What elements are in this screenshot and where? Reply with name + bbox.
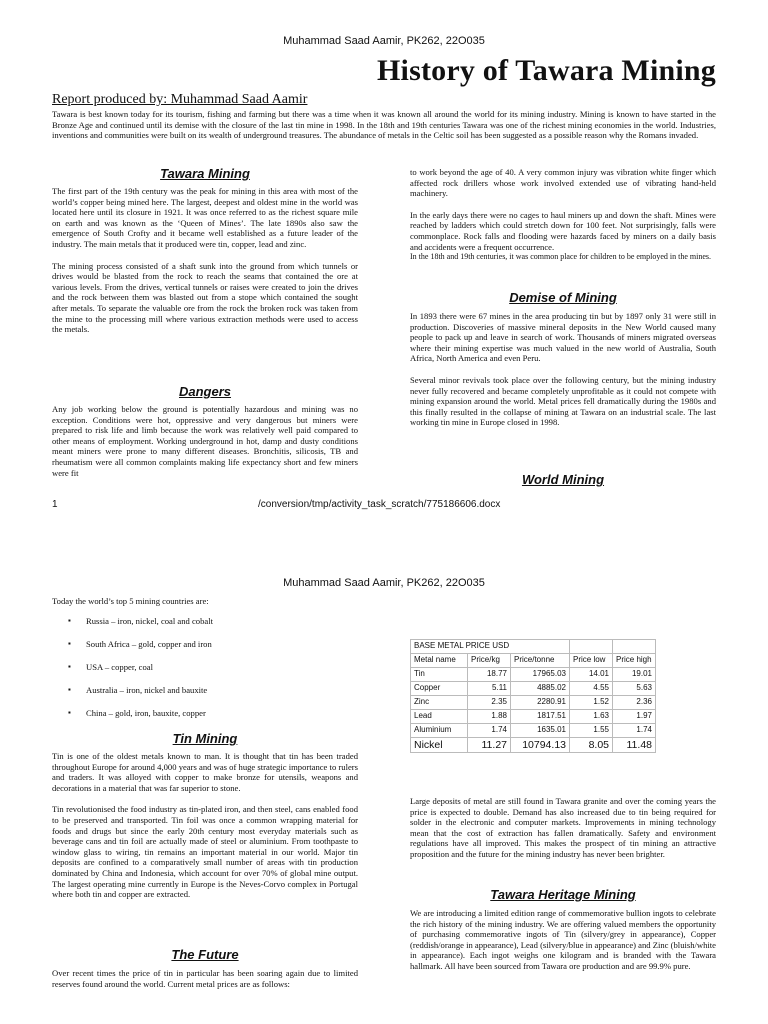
table-cell: 1.74 bbox=[613, 724, 656, 738]
page-number: 1 bbox=[52, 499, 58, 510]
future-continued bbox=[410, 796, 716, 860]
table-cell: 11.27 bbox=[468, 738, 511, 753]
list-item: ▪ Australia – iron, nickel and bauxite bbox=[68, 684, 208, 695]
table-cell: 18.77 bbox=[468, 668, 511, 682]
paragraph: Tin is one of the oldest metals known to man. It is thought that tin has been traded throughout Europe for around 4,000 years and was of huge strategic importance to rulers and traders. It was alloyed with copper to make bronze for utensils, weapons and decorations in a material that was far superior to stone. bbox=[52, 751, 358, 793]
dangers-continued bbox=[410, 167, 716, 262]
table-cell bbox=[613, 640, 656, 654]
table-cell: 1.88 bbox=[468, 710, 511, 724]
paragraph: Today the world’s top 5 mining countries are: bbox=[52, 596, 209, 606]
column-header: Price low bbox=[570, 654, 613, 668]
column-header: Metal name bbox=[411, 654, 468, 668]
column-header: Price/tonne bbox=[511, 654, 570, 668]
report-byline: Report produced by: Muhammad Saad Aamir bbox=[52, 92, 308, 107]
table-cell bbox=[570, 640, 613, 654]
table-cell: 1.52 bbox=[570, 696, 613, 710]
table-cell: Lead bbox=[411, 710, 468, 724]
page-header: Muhammad Saad Aamir, PK262, 22O035 bbox=[283, 35, 485, 47]
section-heading: The Future bbox=[171, 947, 239, 962]
countries-list bbox=[52, 616, 358, 731]
section-heading: Demise of Mining bbox=[509, 290, 617, 305]
paragraph: Over recent times the price of tin in particular has been soaring again due to limited reserves found around the world. Current metal prices are as follows: bbox=[52, 968, 358, 989]
document-title: History of Tawara Mining bbox=[377, 54, 716, 87]
tin-mining-section bbox=[52, 731, 358, 900]
section-heading: Tin Mining bbox=[172, 731, 238, 746]
table-cell: 1635.01 bbox=[511, 724, 570, 738]
paragraph: Several minor revivals took place over the following century, but the mining industry never fully recovered and became completely unprofitable as it could not compete with mining expansion around the world. Metal prices fell dramatically during the 1980s and this finally resulted in the collapse of mining at Tawara on an industrial scale. The last working tin mine in Europe closed in 1998. bbox=[410, 374, 716, 428]
table-row bbox=[411, 682, 656, 696]
paragraph: Any job working below the ground is potentially hazardous and mining was no exception. Conditions were hot, oppressive and very dangerous but miners were prepared to risk life and limb because the work was relatively well paid compared to other means of employment. Working underground in hot, damp and dusty conditions meant miners were prone to many different diseases. Bronchitis, silicosis, TB and rheumatism were all common complaints making life expectancy short and few miners were fit bbox=[52, 404, 358, 478]
dangers-section bbox=[52, 384, 358, 478]
table-cell: Zinc bbox=[411, 696, 468, 710]
table-cell: 5.11 bbox=[468, 682, 511, 696]
table-cell: 4.55 bbox=[570, 682, 613, 696]
world-mining-section bbox=[410, 472, 716, 487]
paragraph: to work beyond the age of 40. A very common injury was vibration white finger which affected rock drillers whose work involved extended use of vibrating hand-held machinery. bbox=[410, 167, 716, 199]
section-heading: Tawara Heritage Mining bbox=[490, 887, 636, 902]
table-cell: 1.97 bbox=[613, 710, 656, 724]
table-title-row bbox=[411, 640, 656, 654]
table-cell: 1.63 bbox=[570, 710, 613, 724]
table-row bbox=[411, 710, 656, 724]
paragraph: The mining process consisted of a shaft sunk into the ground from which tunnels or drives would be blasted from the rock to reach the seams that contained the ore at various levels. From the drives, vertical tunnels or raises were created to join the drives and the rock between them was blasted out from a stope which contained the sought after metals. To separate the valuable ore from the rock the broken rock was taken from the mine to the processing mill where various extraction methods were used to access the metals. bbox=[52, 260, 358, 335]
table-cell: 2.36 bbox=[613, 696, 656, 710]
table-row bbox=[411, 668, 656, 682]
table-cell: 8.05 bbox=[570, 738, 613, 753]
page-header: Muhammad Saad Aamir, PK262, 22O035 bbox=[283, 577, 485, 589]
bullet-icon: ▪ bbox=[68, 615, 71, 625]
table-cell: 4885.02 bbox=[511, 682, 570, 696]
table-cell: 2280.91 bbox=[511, 696, 570, 710]
list-item: ▪ USA – copper, coal bbox=[68, 661, 153, 672]
table-title: BASE METAL PRICE USD bbox=[411, 640, 570, 654]
list-item: ▪ China – gold, iron, bauxite, copper bbox=[68, 707, 206, 718]
bullet-icon: ▪ bbox=[68, 707, 71, 717]
table-cell: 5.63 bbox=[613, 682, 656, 696]
table-row bbox=[411, 738, 656, 753]
table-row bbox=[411, 724, 656, 738]
table-header-row bbox=[411, 654, 656, 668]
intro-paragraph: Tawara is best known today for its tourism, fishing and farming but there was a time when it was known all around the world for its mining industry. Mining is known to have started in the Bronze Age and continued until its demise with the closure of the last tin mine in 1998. In the 18th and 19th centuries Tawara was one of the richest mining economies in the world. Industries, inventions and communities were built on its wealth of underground treasures. The abundance of metals in the Celtic soil has been suggested as a possible reason why the Romans invaded. bbox=[52, 109, 716, 141]
bullet-icon: ▪ bbox=[68, 684, 71, 694]
paragraph: Tin revolutionised the food industry as tin-plated iron, and then steel, cans enabled food to be preserved and transported. Tin foil was once a common wrapping material for foods and drugs but since the early 20th century most everyday materials such as beverage cans and tin foil are actually made of steel or aluminium. From toothpaste to window glass to wiring, tin remains an important material in our world. Major tin deposits are confined to a comparatively small number of areas with tin production dominated by China and Indonesia, which account for over 70% of global mine output. The largest operating mine currently in Europe is the Neves-Corvo complex in Portugal where both tin and copper are extracted. bbox=[52, 804, 358, 900]
paragraph: In the 18th and 19th centuries, it was common place for children to be employed in the mines. bbox=[410, 252, 712, 262]
table-cell: 17965.03 bbox=[511, 668, 570, 682]
bullet-icon: ▪ bbox=[68, 661, 71, 671]
tawara-mining-section bbox=[52, 166, 358, 335]
table-cell: 1.55 bbox=[570, 724, 613, 738]
paragraph: Large deposits of metal are still found in Tawara granite and over the coming years the price is expected to double. Demand has also increased due to tin being required for solder in the electronic and computer markets. Improvements in mining technology mean that the cost of extraction has fallen dramatically. Safety and environment regulations have all improved. This makes the prospect of tin mining an attractive proposition and the future for the mining industry has never been brighter. bbox=[410, 796, 716, 859]
table-row bbox=[411, 696, 656, 710]
world-mining-list-section bbox=[52, 596, 358, 731]
demise-section bbox=[410, 290, 716, 428]
file-path: /conversion/tmp/activity_task_scratch/775186606.docx bbox=[258, 499, 501, 510]
table-cell: 11.48 bbox=[613, 738, 656, 753]
price-table bbox=[410, 639, 656, 753]
table-cell: Tin bbox=[411, 668, 468, 682]
section-heading: World Mining bbox=[521, 472, 605, 487]
column-header: Price/kg bbox=[468, 654, 511, 668]
paragraph: In the early days there were no cages to haul miners up and down the shaft. Mines were reached by ladders which could stretch down for 100 feet. Not surprisingly, falls were commonplace. Rock falls and flooding were hazards faced by miners on a daily basis and accidents were a frequent occurrence. bbox=[410, 209, 716, 252]
future-section bbox=[52, 947, 358, 989]
bullet-icon: ▪ bbox=[68, 638, 71, 648]
table-cell: 10794.13 bbox=[511, 738, 570, 753]
table-cell: Aluminium bbox=[411, 724, 468, 738]
paragraph: In 1893 there were 67 mines in the area producing tin but by 1897 only 31 were still in production. Discoveries of massive mineral deposits in the New World caused many people to pack up and leave in search of work. Thousands of miners migrated overseas where their mining expertise was much valued in the new world of Australia, South Africa, North America and even Peru. bbox=[410, 311, 716, 364]
paragraph: We are introducing a limited edition range of commemorative bullion ingots to celebrate the rich history of the mining industry. We are offering valued members the opportunity of purchasing commemorative ingots of Tin (silvery/grey in appearance), Copper (reddish/orange in appearance), Lead (silvery/blue in appearance) and Zinc (bluish/white in appearance). Each ingot weighs one kilogram and is branded with the Tawara hallmark. All have been sourced from Tawara ore production and are 99.9% pure. bbox=[410, 908, 716, 971]
list-item: ▪ Russia – iron, nickel, coal and cobalt bbox=[68, 615, 213, 626]
price-table-container bbox=[410, 639, 656, 753]
heritage-section bbox=[410, 887, 716, 972]
table-cell: 14.01 bbox=[570, 668, 613, 682]
table-cell: Nickel bbox=[411, 738, 468, 753]
list-item: ▪ South Africa – gold, copper and iron bbox=[68, 638, 212, 649]
section-heading: Dangers bbox=[178, 384, 232, 399]
table-cell: 1.74 bbox=[468, 724, 511, 738]
section-heading: Tawara Mining bbox=[160, 166, 250, 181]
table-cell: 1817.51 bbox=[511, 710, 570, 724]
table-cell: 2.35 bbox=[468, 696, 511, 710]
column-header: Price high bbox=[613, 654, 656, 668]
paragraph: The first part of the 19th century was the peak for mining in this area with most of the world’s copper being mined here. The largest, deepest and oldest mine in the world was located here until its closure in 1921. It was once referred to as the richest square mile on earth and was known as the ‘Queen of Mines’. The late 1890s also saw the emergence of South Crofty and it became well established as a future leader of the industry. The main metals that it produced were tin, copper, lead and zinc. bbox=[52, 186, 358, 249]
table-cell: 19.01 bbox=[613, 668, 656, 682]
table-cell: Copper bbox=[411, 682, 468, 696]
